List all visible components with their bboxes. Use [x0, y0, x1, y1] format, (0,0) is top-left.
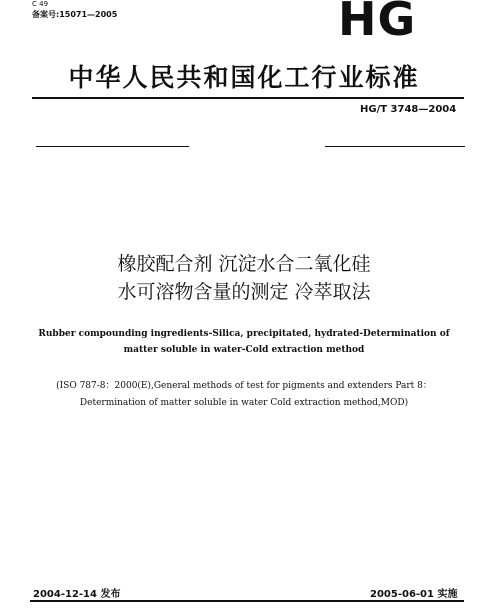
- iso-reference: (ISO 787-8：2000(E),General methods of test for pigments and extenders Part 8：Determination of matter soluble in water Cold extraction method,MOD): [56, 381, 432, 408]
- hg-logo: HG: [338, 0, 417, 46]
- standard-category-title: 中华人民共和国化工行业标准: [68, 63, 420, 92]
- left-short-divider: [36, 146, 189, 147]
- ics-code: C 49: [32, 0, 49, 8]
- header-divider: [32, 97, 464, 99]
- record-number: 备案号:15071—2005: [32, 10, 118, 19]
- issue-date: 2004-12-14 发布: [33, 589, 121, 600]
- chinese-title-line-2: 水可溶物含量的测定 冷萃取法: [117, 281, 371, 303]
- footer-divider: [30, 600, 464, 602]
- english-title: Rubber compounding ingredients-Silica, precipitated, hydrated-Determination of matter soluble in water-Cold extraction method: [38, 329, 450, 355]
- standard-code: HG/T 3748—2004: [360, 104, 457, 115]
- right-short-divider: [325, 146, 465, 147]
- chinese-title-line-1: 橡胶配合剂 沉淀水合二氧化硅: [117, 253, 371, 275]
- implementation-date: 2005-06-01 实施: [370, 589, 458, 600]
